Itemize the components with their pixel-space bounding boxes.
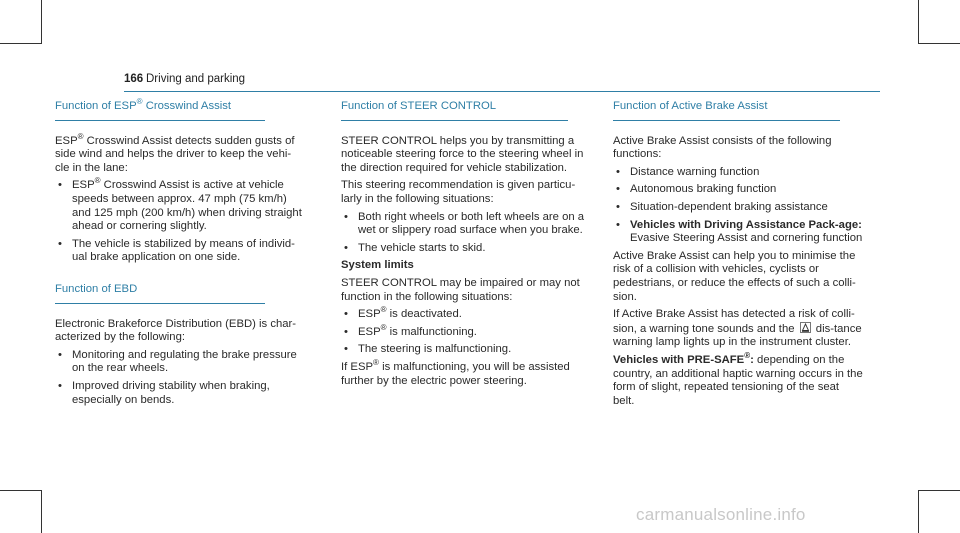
list-item: • ESP® is malfunctioning. <box>344 322 477 338</box>
crop-mark <box>0 43 42 44</box>
distance-warning-lamp-icon <box>800 322 811 333</box>
list-item: • Monitoring and regulating the brake pressure on the rear wheels. <box>58 348 297 375</box>
section-heading-esp-crosswind: Function of ESP® Crosswind Assist <box>55 100 265 121</box>
paragraph: Active Brake Assist can help you to minimise the risk of a collision with vehicles, cyclists or pedestrians, or reduce the effects of such a colli-sion. <box>613 249 856 303</box>
crop-mark <box>918 43 960 44</box>
crop-mark <box>41 490 42 533</box>
paragraph: Vehicles with PRE-SAFE®: depending on the country, an additional haptic warning occurs in the form of slight, repeated tensioning of the seat belt. <box>613 351 863 407</box>
column-active-brake-assist <box>613 100 863 412</box>
page-title: Driving and parking <box>146 73 246 85</box>
list-item: • Vehicles with Driving Assistance Pack-age: Evasive Steering Assist and cornering function <box>616 218 863 245</box>
column-esp-ebd <box>55 97 305 411</box>
paragraph: This steering recommendation is given particu-larly in the following situations: <box>341 179 576 205</box>
section-heading-steer-control: Function of STEER CONTROL <box>341 100 568 121</box>
header-rule <box>124 91 880 92</box>
crop-mark <box>918 490 960 491</box>
bullet-list <box>341 305 591 357</box>
list-item: • Autonomous braking function <box>616 183 777 196</box>
paragraph: If Active Brake Assist has detected a risk of colli-sion, a warning tone sounds and the dis-tance warning lamp lights up in the instrument cluster. <box>613 308 862 349</box>
paragraph: ESP® Crosswind Assist detects sudden gusts of side wind and helps the driver to keep the vehi-cle in the lane: <box>55 131 295 174</box>
crop-mark <box>41 0 42 44</box>
bullet-list <box>613 166 863 246</box>
crop-mark <box>0 490 42 491</box>
paragraph: STEER CONTROL may be impaired or may not function in the following situations: <box>341 276 580 303</box>
crop-mark <box>918 0 919 44</box>
section-heading-active-brake-assist: Function of Active Brake Assist <box>613 100 840 121</box>
list-item: • The vehicle starts to skid. <box>344 241 486 254</box>
list-item: • ESP® Crosswind Assist is active at vehicle speeds between approx. 47 mph (75 km/h) and 125 mph (200 km/h) when driving straight ahead or cornering slightly. <box>58 176 302 233</box>
bullet-list <box>55 176 305 265</box>
watermark: carmanualsonline.info <box>636 505 806 524</box>
paragraph: If ESP® is malfunctioning, you will be assisted further by the electric power steering. <box>341 358 570 387</box>
list-item: • Distance warning function <box>616 165 760 178</box>
list-item: • Situation-dependent braking assistance <box>616 200 828 213</box>
bullet-list <box>341 211 591 256</box>
list-item: • Both right wheels or both left wheels are on a wet or slippery road surface when you brake. <box>344 210 585 237</box>
list-item: • The vehicle is stabilized by means of individ-ual brake application on one side. <box>58 237 295 264</box>
list-item: • Improved driving stability when braking, especially on bends. <box>58 379 270 406</box>
subheading-system-limits: System limits <box>341 259 414 272</box>
bullet-list <box>55 349 305 407</box>
paragraph: STEER CONTROL helps you by transmitting a noticeable steering force to the steering wheel in the direction required for vehicle stabilization. <box>341 134 584 174</box>
list-item: • ESP® is deactivated. <box>344 305 462 321</box>
list-item: • The steering is malfunctioning. <box>344 343 512 356</box>
section-heading-ebd: Function of EBD <box>55 283 265 304</box>
crop-mark <box>918 490 919 533</box>
page-number: 166 <box>124 73 144 85</box>
paragraph: Active Brake Assist consists of the following functions: <box>613 134 832 161</box>
paragraph: Electronic Brakeforce Distribution (EBD) is char-acterized by the following: <box>55 317 297 344</box>
column-steer-control <box>341 100 591 392</box>
